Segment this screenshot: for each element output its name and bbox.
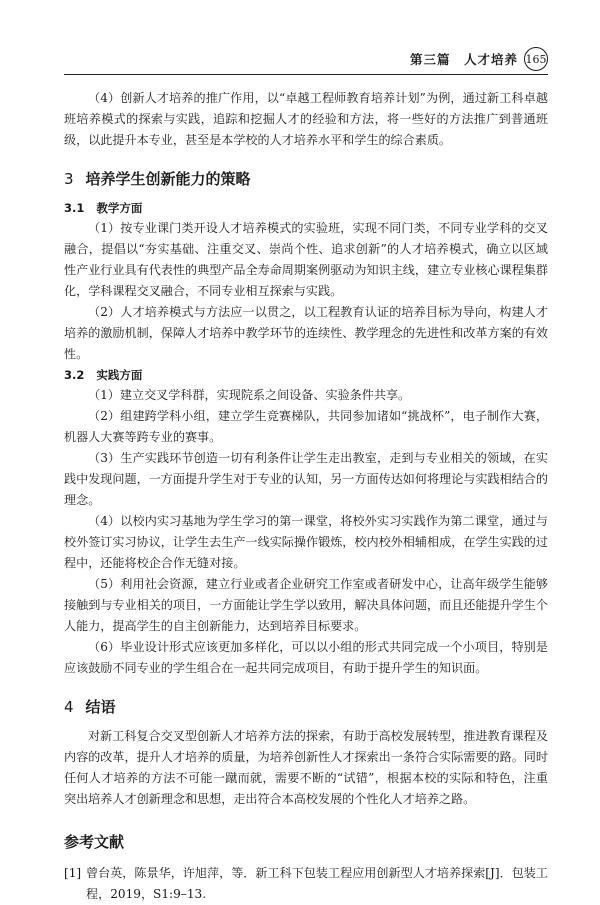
reference-text: 曾台英，陈景华，许旭萍，等．新工科下包装工程应用创新型人才培养探索[J]．包装工程，2019，S1:9–13. <box>86 866 548 901</box>
paragraph-3-2-3: （3）生产实践环节创造一切有利条件让学生走出教室，走到与专业相关的领域，在实践中发现问题，一方面提升学生对于专业的认知，另一方面传达如何将理论与实践相结合的理念。 <box>64 451 548 507</box>
section-4-title: 结语 <box>85 698 116 716</box>
subsection-3-1-number: 3.1 <box>64 201 85 215</box>
paragraph-3-2-2: （2）组建跨学科小组，建立学生竞赛梯队，共同参加诸如“挑战杯”，电子制作大赛，机器人大赛等跨专业的赛事。 <box>64 409 548 444</box>
part-title: 第三篇 人才培养 <box>409 52 518 67</box>
header-rule <box>64 74 548 75</box>
reference-item <box>64 863 548 905</box>
running-header <box>410 47 548 71</box>
page-number: 165 <box>524 47 548 71</box>
page-body <box>64 88 548 905</box>
section-3-title: 培养学生创新能力的策略 <box>85 170 251 188</box>
subsection-3-2-title: 实践方面 <box>96 368 143 382</box>
subsection-3-1-title: 教学方面 <box>96 201 143 215</box>
section-3-number: 3 <box>64 170 74 188</box>
references-heading: 参考文献 <box>64 833 125 851</box>
subsection-3-2-heading <box>64 365 548 385</box>
paragraph-3-2-6: （6）毕业设计形式应该更加多样化，可以以小组的形式共同完成一个小项目，特别是应该鼓励不同专业的学生组合在一起共同完成项目，有助于提升学生的知识面。 <box>64 640 548 675</box>
paragraph-3-2-1: （1）建立交叉学科群，实现院系之间设备、实验条件共享。 <box>88 388 411 402</box>
paragraph-3-1-2: （2）人才培养模式与方法应一以贯之，以工程教育认证的培养目标为导向，构建人才培养的激励机制，保障人才培养中教学环节的连续性、教学理念的先进性和改革方案的有效性。 <box>64 305 548 361</box>
paragraph-3-2-5: （5）利用社会资源，建立行业或者企业研究工作室或者研发中心，让高年级学生能够接触到与专业相关的项目，一方面能让学生学以致用，解决具体问题，而且还能提升学生个人能力，提高学生的自主创新能力，达到培养目标要求。 <box>64 577 548 633</box>
subsection-3-1-heading <box>64 198 548 218</box>
section-4-number: 4 <box>64 698 74 716</box>
intro-paragraph: （4）创新人才培养的推广作用，以“卓越工程师教育培养计划”为例，通过新工科卓越班培养模式的探索与实践，追踪和挖掘人才的经验和方法，将一些好的方法推广到普通班级，以此提升本专业，甚至是本学校的人才培养水平和学生的综合素质。 <box>64 91 548 147</box>
conclusion-paragraph: 对新工科复合交叉型创新人才培养方法的探索，有助于高校发展转型，推进教育课程及内容的改革，提升人才培养的质量，为培养创新性人才探索出一条符合实际需要的路。同时任何人才培养的方法不可能一蹴而就，需要不断的“试错”，根据本校的实际和特色，注重突出培养人才创新理念和思想，走出符合本高校发展的个性化人才培养之路。 <box>64 729 548 806</box>
paragraph-3-1-1: （1）按专业课门类开设人才培养模式的实验班，实现不同门类，不同专业学科的交叉融合，提倡以“夯实基础、注重交叉、崇尚个性、追求创新”的人才培养模式，确立以区域性产业行业具有代表性的典型产品全寿命周期案例驱动为知识主线，建立专业核心课程集群化，学科课程交叉融合，不同专业相互探索与实践。 <box>64 221 548 298</box>
section-3-heading <box>64 169 548 190</box>
section-4-heading <box>64 697 548 718</box>
reference-index: [1] <box>64 866 82 880</box>
paragraph-3-2-4: （4）以校内实习基地为学生学习的第一课堂，将校外实习实践作为第二课堂，通过与校外签订实习协议，让学生去生产一线实际操作锻炼，校内校外相辅相成，在学生实践的过程中，还能将校企合作无缝对接。 <box>64 514 548 570</box>
subsection-3-2-number: 3.2 <box>64 368 85 382</box>
